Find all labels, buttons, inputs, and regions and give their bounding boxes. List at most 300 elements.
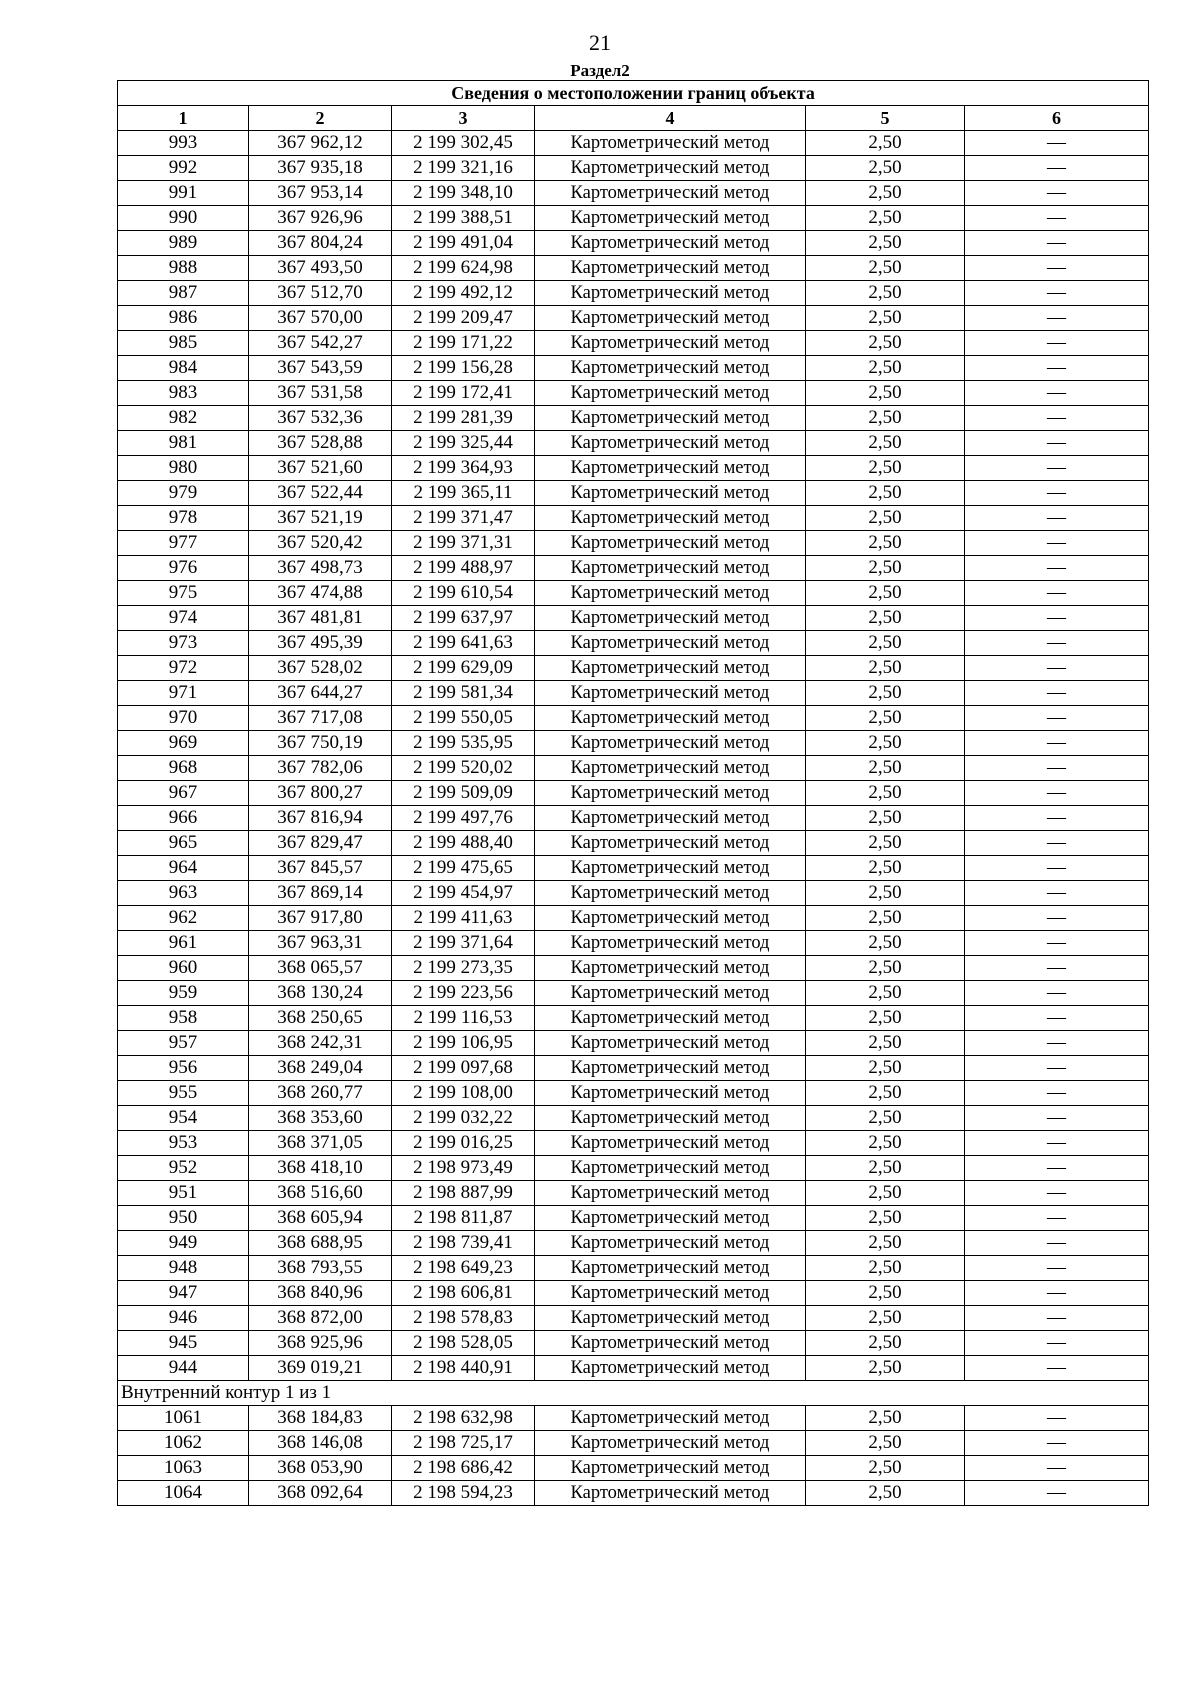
description-cell: —: [965, 1306, 1149, 1331]
x-coordinate-cell: 367 845,57: [249, 856, 392, 881]
table-row: [118, 1356, 1149, 1381]
description-cell: —: [965, 331, 1149, 356]
y-coordinate-cell: 2 199 106,95: [392, 1031, 535, 1056]
description-cell: —: [965, 656, 1149, 681]
x-coordinate-cell: 368 418,10: [249, 1156, 392, 1181]
method-cell: Картометрический метод: [535, 731, 806, 756]
table-row: [118, 231, 1149, 256]
x-coordinate-cell: 367 829,47: [249, 831, 392, 856]
point-number-cell: 952: [118, 1156, 249, 1181]
y-coordinate-cell: 2 199 171,22: [392, 331, 535, 356]
accuracy-cell: 2,50: [806, 1456, 965, 1481]
point-number-cell: 953: [118, 1131, 249, 1156]
accuracy-cell: 2,50: [806, 456, 965, 481]
accuracy-cell: 2,50: [806, 256, 965, 281]
description-cell: —: [965, 956, 1149, 981]
table-row: [118, 1306, 1149, 1331]
accuracy-cell: 2,50: [806, 1056, 965, 1081]
method-cell: Картометрический метод: [535, 231, 806, 256]
x-coordinate-cell: 368 053,90: [249, 1456, 392, 1481]
table-row: [118, 1481, 1149, 1506]
description-cell: —: [965, 1406, 1149, 1431]
y-coordinate-cell: 2 199 488,97: [392, 556, 535, 581]
description-cell: —: [965, 1081, 1149, 1106]
table-row: [118, 381, 1149, 406]
method-cell: Картометрический метод: [535, 1206, 806, 1231]
description-cell: —: [965, 1356, 1149, 1381]
point-number-cell: 982: [118, 406, 249, 431]
point-number-cell: 965: [118, 831, 249, 856]
y-coordinate-cell: 2 199 325,44: [392, 431, 535, 456]
y-coordinate-cell: 2 198 440,91: [392, 1356, 535, 1381]
point-number-cell: 975: [118, 581, 249, 606]
table-row: [118, 556, 1149, 581]
table-row: [118, 1131, 1149, 1156]
accuracy-cell: 2,50: [806, 306, 965, 331]
point-number-cell: 976: [118, 556, 249, 581]
method-cell: Картометрический метод: [535, 306, 806, 331]
x-coordinate-cell: 368 688,95: [249, 1231, 392, 1256]
y-coordinate-cell: 2 199 629,09: [392, 656, 535, 681]
x-coordinate-cell: 367 953,14: [249, 181, 392, 206]
y-coordinate-cell: 2 199 475,65: [392, 856, 535, 881]
x-coordinate-cell: 368 872,00: [249, 1306, 392, 1331]
accuracy-cell: 2,50: [806, 781, 965, 806]
accuracy-cell: 2,50: [806, 156, 965, 181]
inner-contour-label: Внутренний контур 1 из 1: [118, 1381, 1149, 1406]
column-header-row: [118, 106, 1149, 131]
y-coordinate-cell: 2 199 321,16: [392, 156, 535, 181]
method-cell: Картометрический метод: [535, 1431, 806, 1456]
table-row: [118, 1181, 1149, 1206]
table-row: [118, 681, 1149, 706]
y-coordinate-cell: 2 198 594,23: [392, 1481, 535, 1506]
description-cell: —: [965, 156, 1149, 181]
method-cell: Картометрический метод: [535, 181, 806, 206]
description-cell: —: [965, 1231, 1149, 1256]
description-cell: —: [965, 356, 1149, 381]
table-row: [118, 1456, 1149, 1481]
y-coordinate-cell: 2 198 578,83: [392, 1306, 535, 1331]
x-coordinate-cell: 367 816,94: [249, 806, 392, 831]
table-row: [118, 581, 1149, 606]
accuracy-cell: 2,50: [806, 606, 965, 631]
table-row: [118, 631, 1149, 656]
x-coordinate-cell: 367 869,14: [249, 881, 392, 906]
y-coordinate-cell: 2 198 632,98: [392, 1406, 535, 1431]
y-coordinate-cell: 2 199 520,02: [392, 756, 535, 781]
y-coordinate-cell: 2 199 535,95: [392, 731, 535, 756]
y-coordinate-cell: 2 199 411,63: [392, 906, 535, 931]
y-coordinate-cell: 2 199 550,05: [392, 706, 535, 731]
column-header: 3: [392, 106, 535, 131]
x-coordinate-cell: 367 521,60: [249, 456, 392, 481]
x-coordinate-cell: 367 522,44: [249, 481, 392, 506]
accuracy-cell: 2,50: [806, 431, 965, 456]
description-cell: —: [965, 1331, 1149, 1356]
method-cell: Картометрический метод: [535, 481, 806, 506]
method-cell: Картометрический метод: [535, 1181, 806, 1206]
method-cell: Картометрический метод: [535, 681, 806, 706]
y-coordinate-cell: 2 199 209,47: [392, 306, 535, 331]
x-coordinate-cell: 367 804,24: [249, 231, 392, 256]
description-cell: —: [965, 681, 1149, 706]
x-coordinate-cell: 367 962,12: [249, 131, 392, 156]
accuracy-cell: 2,50: [806, 281, 965, 306]
x-coordinate-cell: 368 605,94: [249, 1206, 392, 1231]
accuracy-cell: 2,50: [806, 181, 965, 206]
description-cell: —: [965, 606, 1149, 631]
accuracy-cell: 2,50: [806, 1256, 965, 1281]
x-coordinate-cell: 368 793,55: [249, 1256, 392, 1281]
table-row: [118, 906, 1149, 931]
table-row: [118, 856, 1149, 881]
point-number-cell: 948: [118, 1256, 249, 1281]
table-row: [118, 406, 1149, 431]
x-coordinate-cell: 368 130,24: [249, 981, 392, 1006]
point-number-cell: 956: [118, 1056, 249, 1081]
y-coordinate-cell: 2 199 348,10: [392, 181, 535, 206]
x-coordinate-cell: 368 353,60: [249, 1106, 392, 1131]
x-coordinate-cell: 368 371,05: [249, 1131, 392, 1156]
accuracy-cell: 2,50: [806, 131, 965, 156]
x-coordinate-cell: 368 249,04: [249, 1056, 392, 1081]
x-coordinate-cell: 367 570,00: [249, 306, 392, 331]
accuracy-cell: 2,50: [806, 1181, 965, 1206]
x-coordinate-cell: 369 019,21: [249, 1356, 392, 1381]
table-row: [118, 281, 1149, 306]
table-row: [118, 356, 1149, 381]
x-coordinate-cell: 367 493,50: [249, 256, 392, 281]
point-number-cell: 985: [118, 331, 249, 356]
point-number-cell: 970: [118, 706, 249, 731]
point-number-cell: 944: [118, 1356, 249, 1381]
column-header: 2: [249, 106, 392, 131]
method-cell: Картометрический метод: [535, 1306, 806, 1331]
method-cell: Картометрический метод: [535, 381, 806, 406]
y-coordinate-cell: 2 198 686,42: [392, 1456, 535, 1481]
description-cell: —: [965, 1156, 1149, 1181]
description-cell: —: [965, 381, 1149, 406]
table-caption: Сведения о местоположении границ объекта: [118, 81, 1149, 106]
table-row: [118, 456, 1149, 481]
x-coordinate-cell: 367 917,80: [249, 906, 392, 931]
method-cell: Картометрический метод: [535, 281, 806, 306]
y-coordinate-cell: 2 199 371,47: [392, 506, 535, 531]
point-number-cell: 949: [118, 1231, 249, 1256]
method-cell: Картометрический метод: [535, 656, 806, 681]
point-number-cell: 987: [118, 281, 249, 306]
description-cell: —: [965, 1456, 1149, 1481]
description-cell: —: [965, 1056, 1149, 1081]
point-number-cell: 951: [118, 1181, 249, 1206]
description-cell: —: [965, 131, 1149, 156]
description-cell: —: [965, 431, 1149, 456]
accuracy-cell: 2,50: [806, 706, 965, 731]
accuracy-cell: 2,50: [806, 756, 965, 781]
method-cell: Картометрический метод: [535, 856, 806, 881]
y-coordinate-cell: 2 199 371,64: [392, 931, 535, 956]
table-row: [118, 1031, 1149, 1056]
accuracy-cell: 2,50: [806, 1206, 965, 1231]
y-coordinate-cell: 2 198 649,23: [392, 1256, 535, 1281]
x-coordinate-cell: 367 963,31: [249, 931, 392, 956]
point-number-cell: 977: [118, 531, 249, 556]
description-cell: —: [965, 1206, 1149, 1231]
y-coordinate-cell: 2 199 581,34: [392, 681, 535, 706]
x-coordinate-cell: 368 146,08: [249, 1431, 392, 1456]
method-cell: Картометрический метод: [535, 356, 806, 381]
x-coordinate-cell: 367 520,42: [249, 531, 392, 556]
y-coordinate-cell: 2 199 488,40: [392, 831, 535, 856]
table-row: [118, 656, 1149, 681]
x-coordinate-cell: 367 644,27: [249, 681, 392, 706]
point-number-cell: 989: [118, 231, 249, 256]
method-cell: Картометрический метод: [535, 981, 806, 1006]
table-row: [118, 156, 1149, 181]
accuracy-cell: 2,50: [806, 1081, 965, 1106]
y-coordinate-cell: 2 199 116,53: [392, 1006, 535, 1031]
table-row: [118, 1331, 1149, 1356]
accuracy-cell: 2,50: [806, 231, 965, 256]
y-coordinate-cell: 2 199 371,31: [392, 531, 535, 556]
description-cell: —: [965, 831, 1149, 856]
point-number-cell: 984: [118, 356, 249, 381]
accuracy-cell: 2,50: [806, 1231, 965, 1256]
page-number: 21: [589, 30, 611, 55]
method-cell: Картометрический метод: [535, 1006, 806, 1031]
table-row: [118, 1081, 1149, 1106]
table-row: [118, 1281, 1149, 1306]
accuracy-cell: 2,50: [806, 656, 965, 681]
accuracy-cell: 2,50: [806, 981, 965, 1006]
section-label: Раздел2: [570, 61, 630, 80]
method-cell: Картометрический метод: [535, 431, 806, 456]
y-coordinate-cell: 2 199 509,09: [392, 781, 535, 806]
description-cell: —: [965, 756, 1149, 781]
x-coordinate-cell: 368 242,31: [249, 1031, 392, 1056]
point-number-cell: 962: [118, 906, 249, 931]
accuracy-cell: 2,50: [806, 381, 965, 406]
description-cell: —: [965, 1031, 1149, 1056]
method-cell: Картометрический метод: [535, 581, 806, 606]
accuracy-cell: 2,50: [806, 531, 965, 556]
x-coordinate-cell: 367 474,88: [249, 581, 392, 606]
accuracy-cell: 2,50: [806, 1156, 965, 1181]
accuracy-cell: 2,50: [806, 631, 965, 656]
inner-contour-section: [118, 1381, 1149, 1406]
table-row: [118, 1206, 1149, 1231]
table-caption-row: [118, 81, 1149, 106]
method-cell: Картометрический метод: [535, 1031, 806, 1056]
description-cell: —: [965, 406, 1149, 431]
table-row: [118, 781, 1149, 806]
point-number-cell: 993: [118, 131, 249, 156]
y-coordinate-cell: 2 199 637,97: [392, 606, 535, 631]
point-number-cell: 964: [118, 856, 249, 881]
table-row: [118, 1006, 1149, 1031]
point-number-cell: 992: [118, 156, 249, 181]
description-cell: —: [965, 481, 1149, 506]
description-cell: —: [965, 206, 1149, 231]
table-row: [118, 506, 1149, 531]
accuracy-cell: 2,50: [806, 1106, 965, 1131]
method-cell: Картометрический метод: [535, 1231, 806, 1256]
table-row: [118, 606, 1149, 631]
x-coordinate-cell: 368 516,60: [249, 1181, 392, 1206]
y-coordinate-cell: 2 199 492,12: [392, 281, 535, 306]
method-cell: Картометрический метод: [535, 1481, 806, 1506]
y-coordinate-cell: 2 199 641,63: [392, 631, 535, 656]
description-cell: —: [965, 256, 1149, 281]
x-coordinate-cell: 367 498,73: [249, 556, 392, 581]
description-cell: —: [965, 1481, 1149, 1506]
accuracy-cell: 2,50: [806, 1331, 965, 1356]
accuracy-cell: 2,50: [806, 406, 965, 431]
description-cell: —: [965, 556, 1149, 581]
x-coordinate-cell: 368 184,83: [249, 1406, 392, 1431]
column-header: 5: [806, 106, 965, 131]
table-row: [118, 431, 1149, 456]
method-cell: Картометрический метод: [535, 806, 806, 831]
table-row: [118, 206, 1149, 231]
method-cell: Картометрический метод: [535, 156, 806, 181]
method-cell: Картометрический метод: [535, 131, 806, 156]
accuracy-cell: 2,50: [806, 556, 965, 581]
y-coordinate-cell: 2 199 497,76: [392, 806, 535, 831]
description-cell: —: [965, 906, 1149, 931]
method-cell: Картометрический метод: [535, 1331, 806, 1356]
table-row: [118, 1256, 1149, 1281]
description-cell: —: [965, 1431, 1149, 1456]
accuracy-cell: 2,50: [806, 881, 965, 906]
accuracy-cell: 2,50: [806, 856, 965, 881]
table-row: [118, 956, 1149, 981]
table-row: [118, 131, 1149, 156]
accuracy-cell: 2,50: [806, 931, 965, 956]
boundary-coordinates-table: [117, 80, 1149, 1506]
x-coordinate-cell: 367 782,06: [249, 756, 392, 781]
y-coordinate-cell: 2 198 811,87: [392, 1206, 535, 1231]
x-coordinate-cell: 367 512,70: [249, 281, 392, 306]
method-cell: Картометрический метод: [535, 406, 806, 431]
accuracy-cell: 2,50: [806, 1281, 965, 1306]
point-number-cell: 972: [118, 656, 249, 681]
description-cell: —: [965, 181, 1149, 206]
description-cell: —: [965, 731, 1149, 756]
point-number-cell: 988: [118, 256, 249, 281]
point-number-cell: 990: [118, 206, 249, 231]
description-cell: —: [965, 806, 1149, 831]
y-coordinate-cell: 2 199 491,04: [392, 231, 535, 256]
x-coordinate-cell: 368 260,77: [249, 1081, 392, 1106]
method-cell: Картометрический метод: [535, 531, 806, 556]
method-cell: Картометрический метод: [535, 1456, 806, 1481]
description-cell: —: [965, 1006, 1149, 1031]
point-number-cell: 959: [118, 981, 249, 1006]
x-coordinate-cell: 367 543,59: [249, 356, 392, 381]
point-number-cell: 969: [118, 731, 249, 756]
y-coordinate-cell: 2 199 097,68: [392, 1056, 535, 1081]
x-coordinate-cell: 367 521,19: [249, 506, 392, 531]
y-coordinate-cell: 2 199 364,93: [392, 456, 535, 481]
y-coordinate-cell: 2 199 032,22: [392, 1106, 535, 1131]
point-number-cell: 958: [118, 1006, 249, 1031]
method-cell: Картометрический метод: [535, 906, 806, 931]
description-cell: —: [965, 706, 1149, 731]
x-coordinate-cell: 367 926,96: [249, 206, 392, 231]
y-coordinate-cell: 2 198 606,81: [392, 1281, 535, 1306]
accuracy-cell: 2,50: [806, 1431, 965, 1456]
method-cell: Картометрический метод: [535, 331, 806, 356]
description-cell: —: [965, 631, 1149, 656]
method-cell: Картометрический метод: [535, 1356, 806, 1381]
accuracy-cell: 2,50: [806, 831, 965, 856]
method-cell: Картометрический метод: [535, 606, 806, 631]
y-coordinate-cell: 2 199 273,35: [392, 956, 535, 981]
table-row: [118, 306, 1149, 331]
point-number-cell: 950: [118, 1206, 249, 1231]
table-row: [118, 256, 1149, 281]
description-cell: —: [965, 856, 1149, 881]
method-cell: Картометрический метод: [535, 1156, 806, 1181]
x-coordinate-cell: 368 840,96: [249, 1281, 392, 1306]
description-cell: —: [965, 1256, 1149, 1281]
y-coordinate-cell: 2 199 302,45: [392, 131, 535, 156]
point-number-cell: 946: [118, 1306, 249, 1331]
method-cell: Картометрический метод: [535, 831, 806, 856]
method-cell: Картометрический метод: [535, 781, 806, 806]
table-row: [118, 1156, 1149, 1181]
point-number-cell: 955: [118, 1081, 249, 1106]
accuracy-cell: 2,50: [806, 956, 965, 981]
point-number-cell: 1062: [118, 1431, 249, 1456]
table-row: [118, 881, 1149, 906]
method-cell: Картометрический метод: [535, 1056, 806, 1081]
point-number-cell: 983: [118, 381, 249, 406]
point-number-cell: 968: [118, 756, 249, 781]
method-cell: Картометрический метод: [535, 1256, 806, 1281]
point-number-cell: 961: [118, 931, 249, 956]
column-header: 4: [535, 106, 806, 131]
point-number-cell: 957: [118, 1031, 249, 1056]
table-row: [118, 1431, 1149, 1456]
accuracy-cell: 2,50: [806, 731, 965, 756]
point-number-cell: 947: [118, 1281, 249, 1306]
accuracy-cell: 2,50: [806, 331, 965, 356]
accuracy-cell: 2,50: [806, 1356, 965, 1381]
x-coordinate-cell: 367 532,36: [249, 406, 392, 431]
description-cell: —: [965, 581, 1149, 606]
x-coordinate-cell: 367 495,39: [249, 631, 392, 656]
method-cell: Картометрический метод: [535, 256, 806, 281]
table-row: [118, 1231, 1149, 1256]
outer-contour-rows: [118, 131, 1149, 1381]
table-row: [118, 756, 1149, 781]
point-number-cell: 945: [118, 1331, 249, 1356]
y-coordinate-cell: 2 199 624,98: [392, 256, 535, 281]
y-coordinate-cell: 2 198 725,17: [392, 1431, 535, 1456]
table-row: [118, 481, 1149, 506]
method-cell: Картометрический метод: [535, 631, 806, 656]
x-coordinate-cell: 367 528,02: [249, 656, 392, 681]
accuracy-cell: 2,50: [806, 681, 965, 706]
point-number-cell: 967: [118, 781, 249, 806]
point-number-cell: 966: [118, 806, 249, 831]
table-row: [118, 1406, 1149, 1431]
accuracy-cell: 2,50: [806, 906, 965, 931]
point-number-cell: 1061: [118, 1406, 249, 1431]
